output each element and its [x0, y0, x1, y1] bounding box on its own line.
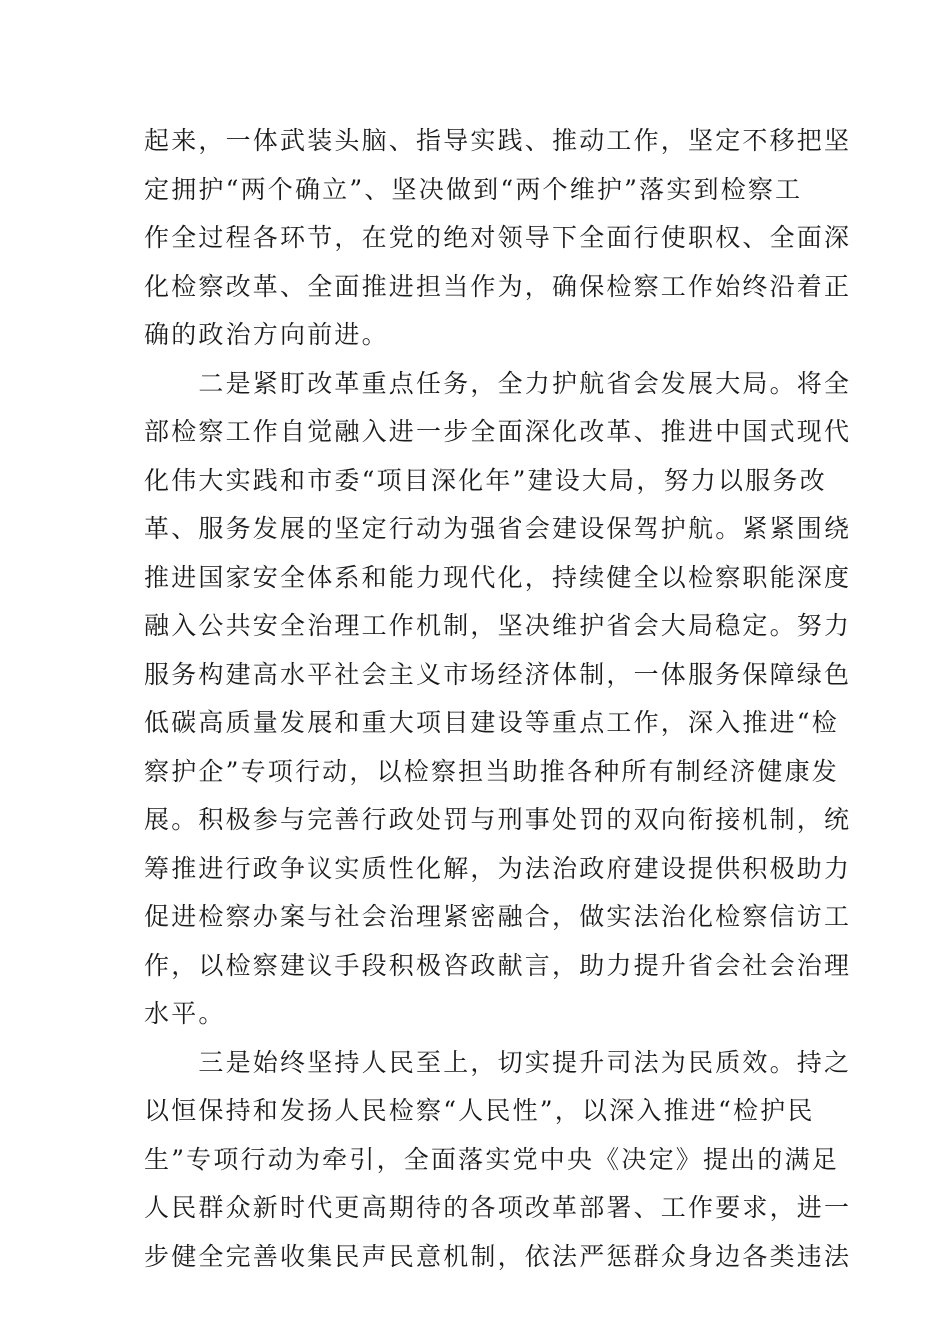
text-line: 作全过程各环节，在党的绝对领导下全面行使职权、全面深 [144, 223, 852, 252]
text-line: 推进国家安全体系和能力现代化，持续健全以检察职能深度 [144, 562, 852, 592]
text-line: 定拥护“两个确立”、坚决做到“两个维护”落实到检察工 [144, 174, 803, 204]
text-line: 生”专项行动为牵引，全面落实党中央《决定》提出的满足 [144, 1144, 839, 1174]
text-line: 三是始终坚持人民至上，切实提升司法为民质效。持之 [144, 1047, 852, 1077]
paragraph-point-three [144, 1039, 852, 1282]
text-line: 水平。 [144, 999, 226, 1028]
text-line: 步健全完善收集民声民意机制，依法严惩群众身边各类违法 [144, 1241, 852, 1271]
text-line: 低碳高质量发展和重大项目建设等重点工作，深入推进“检 [144, 708, 839, 737]
text-line: 化伟大实践和市委“项目深化年”建设大局，努力以服务改 [144, 465, 827, 495]
paragraph-continuation [144, 117, 852, 360]
text-line: 起来，一体武装头脑、指导实践、推动工作，坚定不移把坚 [144, 126, 852, 155]
text-line: 服务构建高水平社会主义市场经济体制，一体服务保障绿色 [144, 659, 852, 689]
text-line: 作，以检察建议手段积极咨政献言，助力提升省会社会治理 [144, 950, 852, 980]
text-line: 筹推进行政争议实质性化解，为法治政府建设提供积极助力 [144, 853, 852, 883]
text-line: 人民群众新时代更高期待的各项改革部署、工作要求，进一 [144, 1193, 852, 1222]
text-line: 以恒保持和发扬人民检察“人民性”，以深入推进“检护民 [144, 1096, 815, 1125]
paragraph-point-two [144, 360, 852, 1039]
text-line: 确的政治方向前进。 [144, 320, 389, 349]
document-body [144, 117, 852, 1281]
text-line: 化检察改革、全面推进担当作为，确保检察工作始终沿着正 [144, 271, 852, 301]
text-line: 促进检察办案与社会治理紧密融合，做实法治化检察信访工 [144, 902, 852, 931]
text-line: 革、服务发展的坚定行动为强省会建设保驾护航。紧紧围绕 [144, 514, 852, 543]
text-line: 二是紧盯改革重点任务，全力护航省会发展大局。将全 [144, 368, 852, 398]
text-line: 察护企”专项行动，以检察担当助推各种所有制经济健康发 [144, 756, 839, 786]
text-line: 展。积极参与完善行政处罚与刑事处罚的双向衔接机制，统 [144, 805, 852, 834]
text-line: 部检察工作自觉融入进一步全面深化改革、推进中国式现代 [144, 417, 852, 446]
text-line: 融入公共安全治理工作机制，坚决维护省会大局稳定。努力 [144, 611, 852, 640]
